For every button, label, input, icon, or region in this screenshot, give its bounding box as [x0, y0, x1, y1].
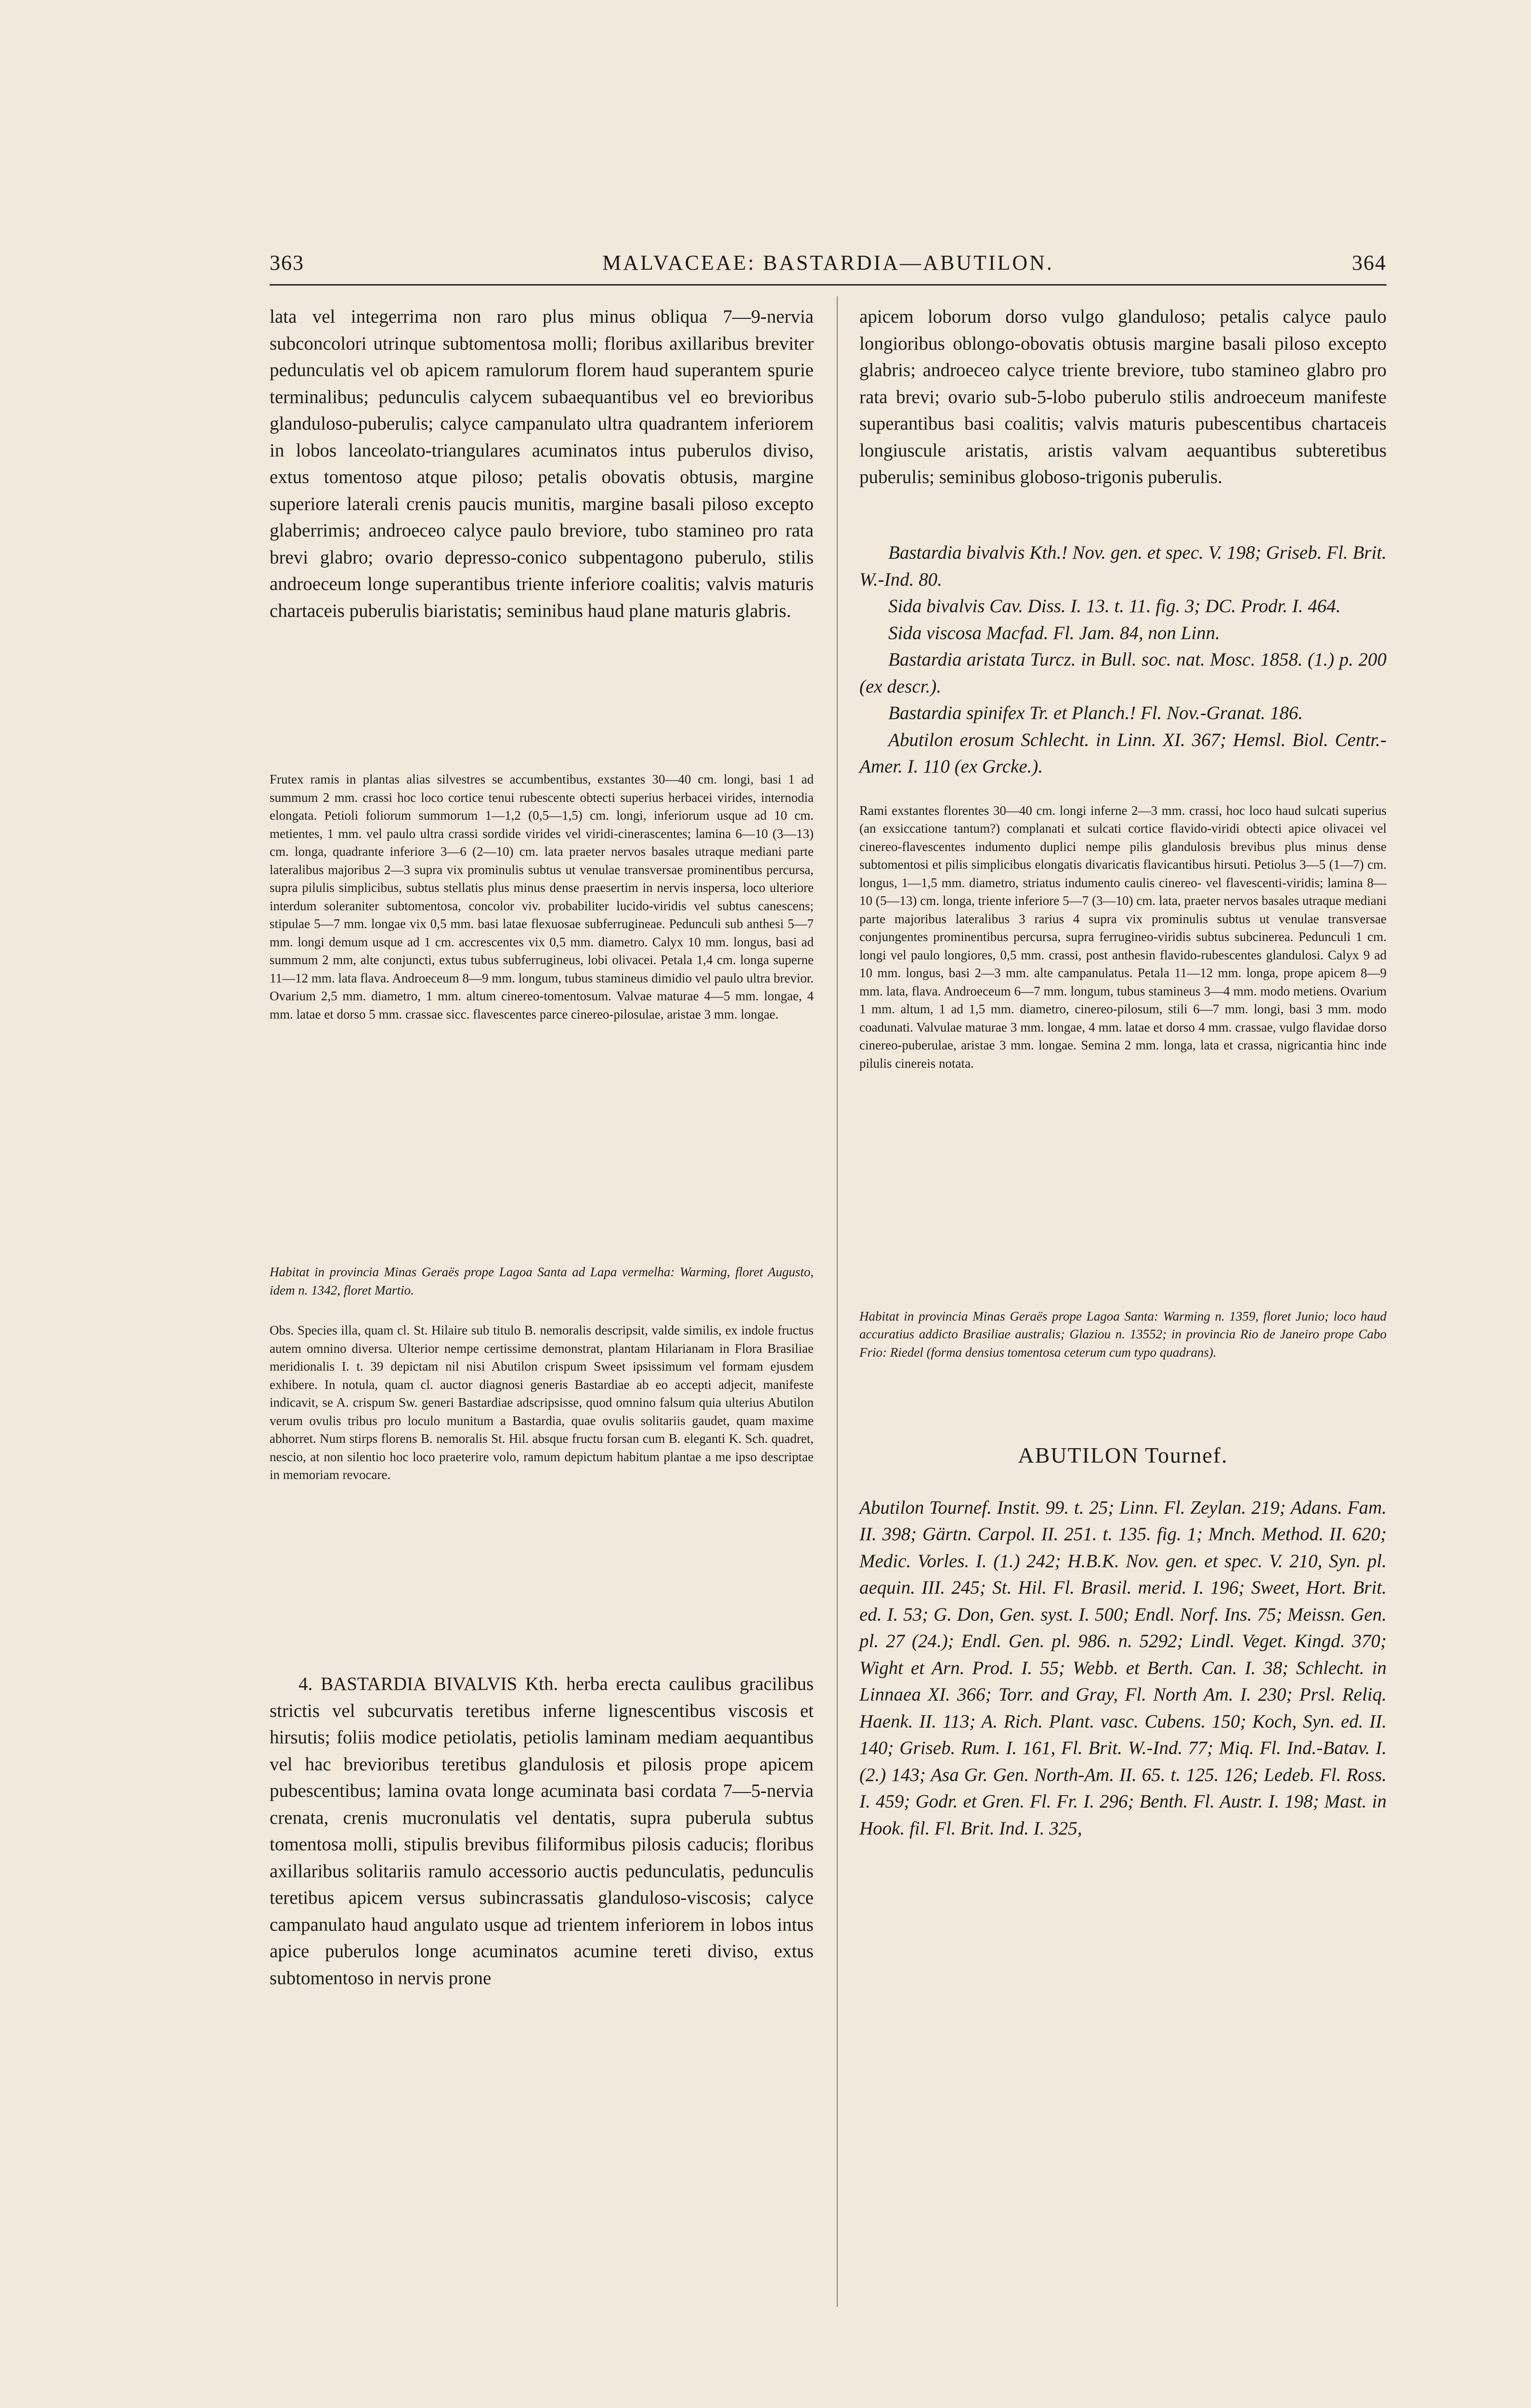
column-divider: [837, 296, 838, 2307]
synonymy-list: [859, 539, 1387, 780]
right-description-cont: apicem loborum dorso vulgo glanduloso; petalis calyce paulo longioribus oblongo-obovatis obtusis margine basali piloso excepto glabris; androeceo calyce triente breviore, tubo stamineo glabro pro rata brevi; ovario sub-5-lobo puberulo stilis androeceum manifeste superantibus basi coalitis; valvis maturis pubescentibus chartaceis longiuscule aristatis, aristis valvam aequantibus subteretibus puberulis; seminibus globoso-trigonis puberulis.: [859, 306, 1387, 487]
header-rule: [270, 284, 1387, 286]
left-column: [270, 303, 814, 1991]
left-observation: Obs. Species illa, quam cl. St. Hilaire sub titulo B. nemoralis descripsit, valde similis, ex indole fructus autem omnino diversa. Ulterior nempe certissime demonstrat, plantam Hilarianam in Flora Brasiliae meridionalis I. t. 39 depictam nil nisi Abutilon crispum Sweet ipsissimum vel formam ejusdem exhibere. In notula, quam cl. auctor diagnosi generis Bastardiae ab eo accepti adjecit, manifeste indicavit, se A. crispum Sw. generi Bastardiae adscripsisse, quod omnino falsum quia ulterius Abutilon verum ovulis tribus pro loculo munitum a Bastardia, quae ovulis solitariis gaudet, quam maxime abhorret. Num stirps florens B. nemoralis St. Hil. absque fructu forsan cum B. eleganti K. Sch. quadret, nescio, at non silentio hoc loco praeterire volo, ramum depictum habitum plantae a me ipso descriptae in memoriam revocare.: [270, 1323, 814, 1482]
synonym-3: Sida viscosa Macfad. Fl. Jam. 84, non Linn.: [888, 622, 1220, 643]
synonym-2: Sida bivalvis Cav. Diss. I. 13. t. 11. fig. 3; DC. Prodr. I. 464.: [888, 596, 1341, 616]
right-habitat: Habitat in provincia Minas Geraës prope Lagoa Santa: Warming n. 1359, floret Junio; loco haud accuratius addicto Brasiliae australis; Glaziou n. 13552; in provincia Rio de Janeiro prope Cabo Frio: Riedel (forma densius tomentosa ceterum cum typo quadrans).: [859, 1309, 1387, 1360]
running-title: MALVACEAE: BASTARDIA—ABUTILON.: [602, 251, 1054, 275]
right-column: [859, 303, 1387, 1842]
synonym-4: Bastardia aristata Turcz. in Bull. soc. nat. Mosc. 1858. (1.) p. 200 (ex descr.).: [859, 649, 1387, 697]
genus-synonymy: Abutilon Tournef. Instit. 99. t. 25; Linn. Fl. Zeylan. 219; Adans. Fam. II. 398; Gärtn. Carpol. II. 251. t. 135. fig. 1; Mnch. Method. II. 620; Medic. Vorles. I. (1.) 242; H.B.K. Nov. gen. et spec. V. 210, Syn. pl. aequin. III. 245; St. Hil. Fl. Brasil. merid. I. 196; Sweet, Hort. Brit. ed. I. 53; G. Don, Gen. syst. I. 500; Endl. Norf. Ins. 75; Meissn. Gen. pl. 27 (24.); Endl. Gen. pl. 986. n. 5292; Lindl. Veget. Kingd. 370; Wight et Arn. Prod. I. 55; Webb. et Berth. Can. I. 38; Schlecht. in Linnaea XI. 366; Torr. and Gray, Fl. North Am. I. 230; Prsl. Reliq. Haenk. II. 113; A. Rich. Plant. vasc. Cubens. 150; Koch, Syn. ed. II. 140; Griseb. Rum. I. 161, Fl. Brit. W.-Ind. 77; Miq. Fl. Ind.-Batav. I. (2.) 143; Asa Gr. Gen. North-Am. II. 65. t. 125. 126; Ledeb. Fl. Ross. I. 459; Godr. et Gren. Fl. Fr. I. 296; Benth. Fl. Austr. I. 198; Mast. in Hook. fil. Fl. Brit. Ind. I. 325,: [859, 1497, 1387, 1839]
left-detailed-description: Frutex ramis in plantas alias silvestres se accumbentibus, exstantes 30—40 cm. longi, basi 1 ad summum 2 mm. crassi hoc loco cortice tenui rubescente obtecti superius herbacei virides, internodia elongata. Petioli foliorum summorum 1—1,2 (0,5—1,5) cm. longi, inferiorum usque ad 10 cm. metientes, 1 mm. vel paulo ultra crassi sordide virides vel viridi-cinerascentes; lamina 6—10 (3—13) cm. longa, quadrante inferiore 3—6 (2—10) cm. lata praeter nervos basales utraque mediani parte lateralibus majoribus 2—3 supra vix prominulis subtus ut venulae transversae prominentibus percursa, supra pilulis simplicibus, subtus stellatis plus minus dense praesertim in nervis inspersa, loco ulteriore interdum soleraniter subtomentosa, concolor viv. probabiliter lucido-viridis vel subtus canescens; stipulae 5—7 mm. longae vix 0,5 mm. basi latae flexuosae subferrugineae. Pedunculi sub anthesi 5—7 mm. longi demum usque ad 1 cm. accrescentes vix 0,5 mm. diametro. Calyx 10 mm. longus, basi ad summum 2 mm, alte conjuncti, extus tubus subferrugineus, lobi olivacei. Petala 1,4 cm. longa superne 11—12 mm. lata flava. Androeceum 8—9 mm. longum, tubus stamineus dimidio vel paulo ultra brevior. Ovarium 2,5 mm. diametro, 1 mm. altum cinereo-tomentosum. Valvae maturae 4—5 mm. longae, 4 mm. latae et dorso 5 mm. crassae sicc. flavescentes parce cinereo-pilosulae, aristae 3 mm. longae.: [270, 772, 814, 1021]
synonym-6: Abutilon erosum Schlecht. in Linn. XI. 367; Hemsl. Biol. Centr.-Amer. I. 110 (ex Grcke.).: [859, 729, 1387, 777]
genus-heading-abutilon: ABUTILON Tournef.: [1018, 1442, 1228, 1467]
synonym-1: Bastardia bivalvis Kth.! Nov. gen. et spec. V. 198; Griseb. Fl. Brit. W.-Ind. 80.: [859, 542, 1387, 590]
page-number-left: 363: [270, 251, 304, 275]
page-header: [270, 250, 1387, 289]
species-bastardia-bivalvis: 4. BASTARDIA BIVALVIS Kth. herba erecta caulibus gracilibus strictis vel subcurvatis teretibus inferne lignescentibus viscosis et hirsutis; foliis modice petiolatis, petiolis laminam mediam aequantibus vel hac brevioribus teretibus glandulosis et pilosis prope apicem pubescentibus; lamina ovata longe acuminata basi cordata 7—5-nervia crenata, crenis mucronulatis vel dentatis, supra puberula subtus tomentosa molli, stipulis brevibus filiformibus pilosis caducis; floribus axillaribus solitariis ramulo accessorio auctis pedunculatis, pedunculis teretibus apicem versus subincrassatis glanduloso-viscosis; calyce campanulato haud angulato usque ad trientem inferiorem in lobos intus apice puberulos longe acuminatos acumine tereti diviso, extus subtomentoso in nervis prone: [270, 1674, 814, 1989]
right-detailed-description: Rami exstantes florentes 30—40 cm. longi inferne 2—3 mm. crassi, hoc loco haud sulcati superius (an exsiccatione tantum?) complanati et sulcati cortice flavido-viridi obtecti apice olivacei vel cinereo-flavescentes indumento duplici nempe pilis glandulosis brevibus plus minus dense subtomentosi et pilis simplicibus elongatis divaricatis flavicantibus hirsuti. Petiolus 3—5 (1—7) cm. longus, 1—1,5 mm. diametro, striatus indumento caulis cinereo- vel flavescenti-viridis; lamina 8—10 (5—13) cm. longa, triente inferiore 5—7 (3—10) cm. lata, praeter nervos basales utraque mediani parte majoribus lateralibus 3 rarius 4 supra vix prominulis subtus ut venulae transversae conjungentes prominentibus percursa, supra ferrugineo-viridis subtus subcinerea. Pedunculi 1 cm. longi vel paulo longiores, 0,5 mm. crassi, post anthesin flavido-rubescentes glandulosi. Calyx 9 ad 10 mm. longus, basi 2—3 mm. alte campanulatus. Petala 11—12 mm. longa, prope apicem 8—9 mm. lata, flava. Androeceum 6—7 mm. longum, tubus stamineus 3—4 mm. modo metiens. Ovarium 1 mm. altum, 1 ad 1,5 mm. diametro, cinereo-pilosum, stili 6—7 mm. longi, basi 3 mm. modo coadunati. Valvulae maturae 3 mm. longae, 4 mm. latae et dorso 4 mm. crassae, vulgo flavidae dorso cinereo-puberulae, aristae 3 mm. longae. Semina 2 mm. longa, lata et crassa, nigricantia hinc inde pilulis cinereis notata.: [859, 803, 1387, 1071]
page-number-right: 364: [1352, 251, 1387, 275]
left-description-cont: lata vel integerrima non raro plus minus obliqua 7—9-nervia subconcolori utrinque subtomentosa molli; floribus axillaribus breviter pedunculatis vel ob apicem ramulorum florem haud superantem spurie terminalibus; pedunculis calycem subaequantibus vel eo brevioribus glanduloso-puberulis; calyce campanulato ultra quadrantem inferiorem in lobos lanceolato-triangulares acuminatos intus puberulos diviso, extus tomentoso atque piloso; petalis obovatis obtusis, margine superiore laterali crenis paucis munitis, margine basali piloso excepto glaberrimis; androeceo calyce paulo breviore, tubo stamineo pro rata brevi glabro; ovario depresso-conico subpentagono puberulo, stilis androeceum longe superantibus triente inferiore coalitis; valvis maturis chartaceis puberulis biaristatis; seminibus haud plane maturis glabris.: [270, 306, 814, 621]
left-habitat: Habitat in provincia Minas Geraës prope Lagoa Santa ad Lapa vermelha: Warming, floret Augusto, idem n. 1342, floret Martio.: [270, 1265, 814, 1297]
synonym-5: Bastardia spinifex Tr. et Planch.! Fl. Nov.-Granat. 186.: [888, 703, 1303, 723]
